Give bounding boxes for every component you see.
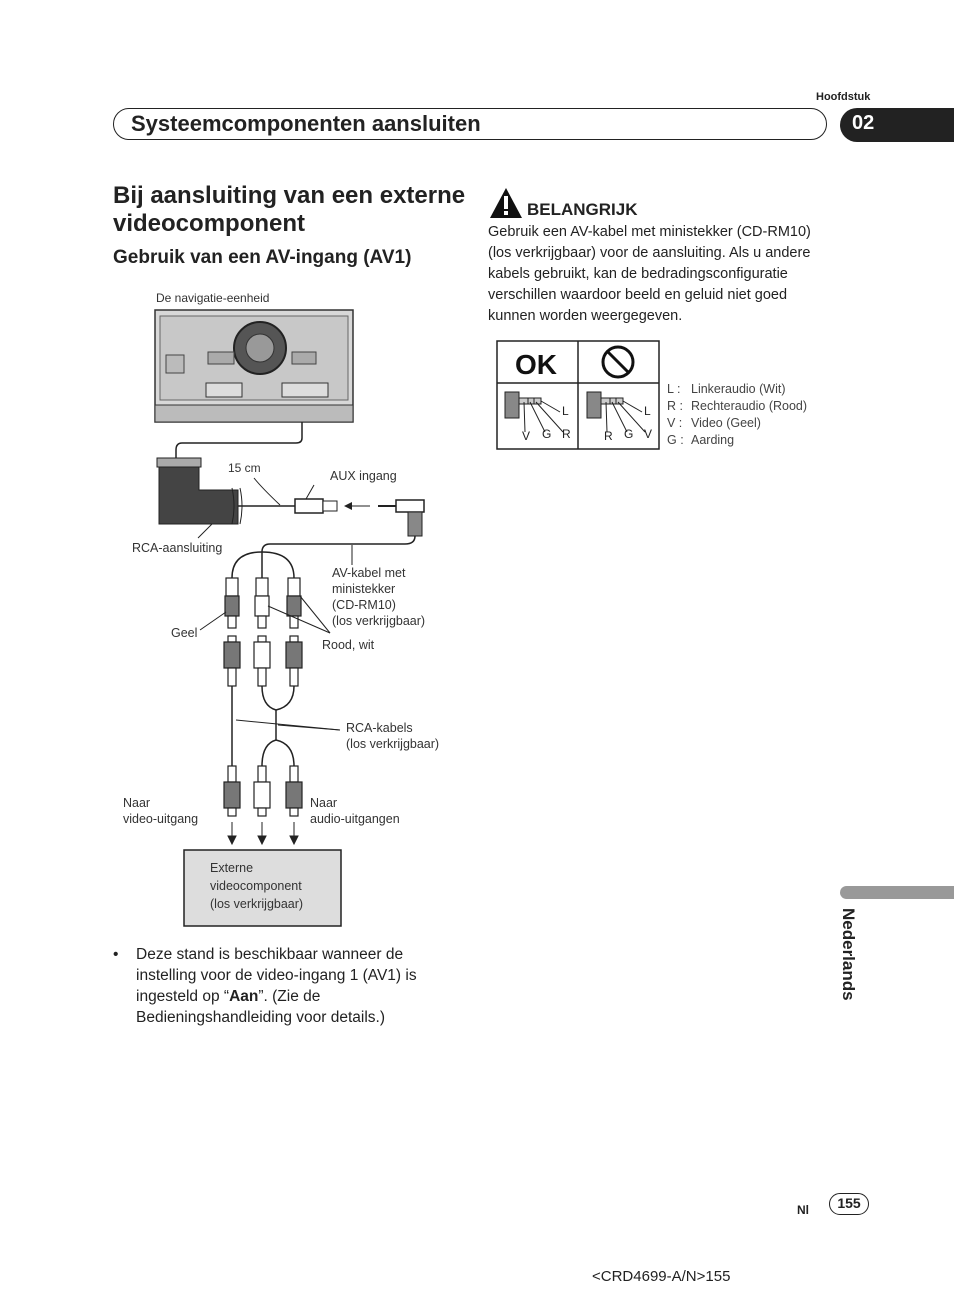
- nav-unit-label: De navigatie-eenheid: [156, 291, 270, 305]
- length-label: 15 cm: [228, 461, 261, 475]
- legend-item: G : Aarding: [667, 433, 735, 447]
- rca-cable-plugs-bottom: [224, 766, 302, 816]
- mini-plug: [378, 500, 424, 536]
- rca-cable-plugs-top: [224, 636, 302, 686]
- legend-item: L : Linkeraudio (Wit): [667, 382, 786, 396]
- note-text: Deze stand is beschikbaar wanneer de instelling voor de video-ingang 1 (AV1) is ingesteld op “Aan”. (Zie de Bedieningshandleiding voor details.): [136, 946, 417, 1026]
- chapter-label: Hoofdstuk: [816, 91, 871, 103]
- av-cable-label: AV-kabel met ministekker (CD-RM10) (los verkrijgbaar): [332, 566, 426, 628]
- av-cable-plugs: [225, 578, 301, 628]
- rca-connection-label: RCA-aansluiting: [132, 541, 223, 555]
- pin-legend: [667, 381, 807, 449]
- legend-item: V : Video (Geel): [667, 416, 761, 430]
- warning-icon: [488, 186, 524, 220]
- svg-text:V: V: [644, 427, 653, 441]
- rca-connector-block: [157, 458, 238, 524]
- side-tab-bar: [840, 886, 954, 899]
- chapter-number-badge: 02: [840, 108, 954, 142]
- connection-diagram: [100, 285, 460, 945]
- svg-text:L: L: [562, 404, 569, 418]
- section-heading: Bij aansluiting van een externe videocomponent: [113, 182, 466, 237]
- nav-unit-back-panel: [155, 310, 353, 422]
- page-title: Systeemcomponenten aansluiten: [131, 111, 481, 136]
- svg-text:G: G: [624, 427, 634, 441]
- to-video-out-label: Naar video-uitgang: [123, 796, 199, 826]
- note-item: [113, 944, 448, 1028]
- svg-text:V: V: [522, 429, 531, 443]
- language-tab-label: Nederlands: [839, 908, 858, 1001]
- section-subheading: Gebruik van een AV-ingang (AV1): [113, 247, 412, 268]
- external-component-label: Externe videocomponent (los verkrijgbaar): [210, 861, 304, 911]
- svg-text:G: G: [542, 427, 552, 441]
- svg-text:L: L: [644, 404, 651, 418]
- setting-value: Aan: [229, 988, 259, 1005]
- ok-label: OK: [515, 349, 557, 380]
- svg-text:R: R: [562, 427, 571, 441]
- red-white-label: Rood, wit: [322, 638, 375, 652]
- language-code: Nl: [797, 1203, 809, 1217]
- yellow-label: Geel: [171, 626, 198, 640]
- rca-cables-label: RCA-kabels (los verkrijgbaar): [346, 721, 440, 751]
- downward-arrows: [228, 822, 298, 844]
- legend-item: R : Rechteraudio (Rood): [667, 399, 808, 413]
- bullet: •: [113, 946, 119, 963]
- aux-input-label: AUX ingang: [330, 469, 397, 483]
- to-audio-out-label: Naar audio-uitgangen: [310, 796, 400, 826]
- important-body: Gebruik een AV-kabel met ministekker (CD-RM10) (los verkrijgbaar) voor de aansluiting. Als u andere kabels gebruikt, kan de bedradingsconfiguratie verschillen waardoor beeld en geluid niet goed kunnen worden weergegeven.: [488, 224, 811, 324]
- plug-wiring-table: [495, 340, 661, 452]
- page-number: 155: [829, 1193, 869, 1215]
- svg-text:R: R: [604, 429, 613, 443]
- document-reference: <CRD4699-A/N>155: [592, 1268, 731, 1285]
- important-heading: BELANGRIJK: [527, 200, 638, 219]
